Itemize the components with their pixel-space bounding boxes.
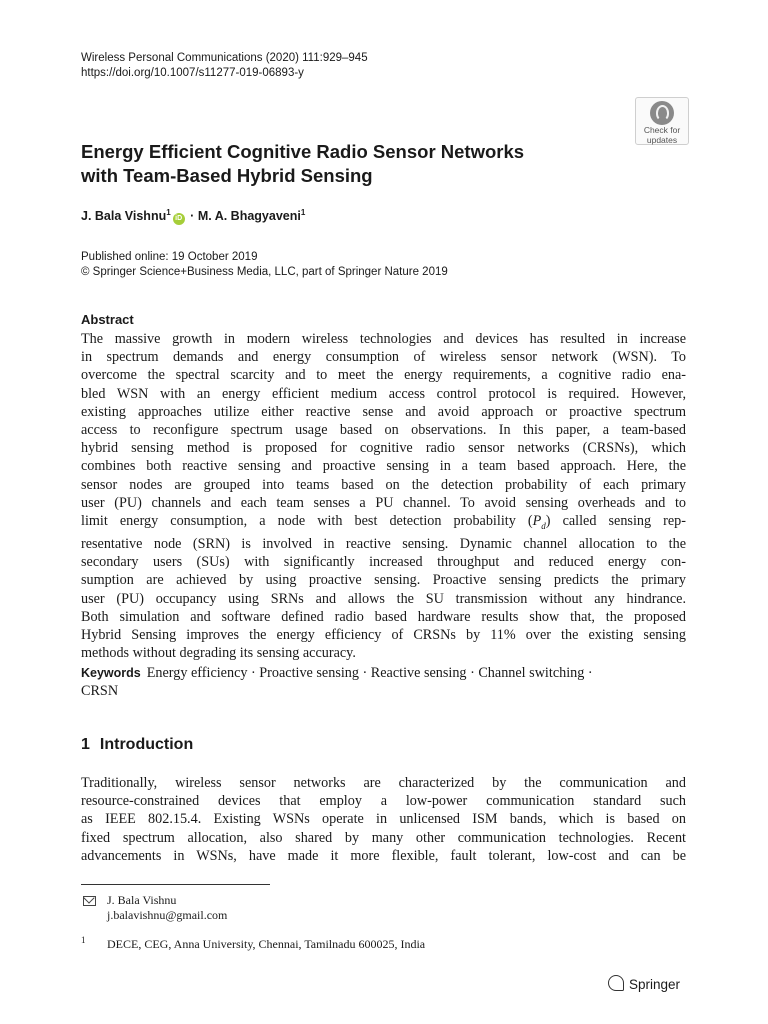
check-updates-icon	[650, 101, 674, 125]
author-email-link[interactable]: j.balavishnu@gmail.com	[107, 908, 228, 922]
check-for-updates-button[interactable]	[635, 97, 689, 145]
abstract-line: sumption are achieved by using proactive sensing. Proactive sensing predicts the primary	[81, 572, 686, 589]
body-line: resource-constrained devices that employ a low-power communication standard such	[81, 793, 686, 810]
title-line-2: with Team-Based Hybrid Sensing	[81, 165, 373, 186]
keywords-line: CRSN	[81, 683, 119, 700]
abstract-line: resentative node (SRN) is involved in reactive sensing. Dynamic channel allocation to the	[81, 536, 686, 553]
author-name[interactable]: M. A. Bhagyaveni	[197, 209, 301, 224]
abstract-line: user (PU) occupancy using SRNs and allows the SU transmission without any hindrance.	[81, 590, 686, 607]
body-line: advancements in WSNs, have made it more flexible, fault tolerant, low-cost and can be	[81, 847, 686, 864]
keywords-list: Energy efficiency · Proactive sensing · Reactive sensing · Channel switching ·	[146, 665, 593, 681]
section-heading	[81, 736, 193, 754]
abstract-text: limit energy consumption, a node with best detection probability (	[81, 513, 533, 530]
journal-citation	[81, 51, 368, 81]
springer-horse-icon	[608, 975, 624, 991]
section-number: 1	[81, 736, 90, 753]
abstract-line: combines both reactive sensing and proactive sensing in a team based approach. Here, the	[81, 458, 686, 475]
abstract-line: Hybrid Sensing improves the energy efficiency of CRSNs by 11% over the existing sensing	[81, 627, 686, 644]
author-name[interactable]: J. Bala Vishnu	[81, 209, 167, 224]
abstract-line: overcome the spectral scarcity and to meet the energy requirements, a cognitive radio ena-	[81, 367, 686, 384]
affiliation-text: DECE, CEG, Anna University, Chennai, Tamilnadu 600025, India	[107, 937, 426, 951]
abstract-line: The massive growth in modern wireless technologies and devices has resulted in increase	[81, 331, 686, 347]
published-date: Published online: 19 October 2019	[81, 251, 258, 263]
title-line-1: Energy Efficient Cognitive Radio Sensor Networks	[81, 141, 525, 162]
corresponding-author-name: J. Bala Vishnu	[107, 893, 177, 907]
abstract-line: secondary users (SUs) with significantly increased throughput and reduced energy con-	[81, 554, 686, 571]
abstract-line: user (PU) channels and each team senses a PU channel. To avoid sensing overheads and to	[81, 494, 686, 511]
footnote-divider	[81, 884, 270, 885]
body-line: Traditionally, wireless sensor networks are characterized by the communication and	[81, 775, 686, 791]
abstract-line: hybrid sensing method is proposed for cognitive radio sensor networks (CRSNs), which	[81, 440, 686, 457]
math-symbol: P	[532, 513, 542, 530]
abstract-heading: Abstract	[81, 312, 134, 327]
publisher-name: Springer	[629, 977, 681, 992]
copyright-notice: © Springer Science+Business Media, LLC, part of Springer Nature 2019	[81, 266, 448, 278]
orcid-icon[interactable]: iD	[173, 213, 185, 225]
body-line: fixed spectrum allocation, also shared by many other communication technologies. Recent	[81, 829, 686, 846]
check-updates-label-2: updates	[646, 134, 678, 145]
abstract-body	[81, 330, 686, 662]
body-line: as IEEE 802.15.4. Existing WSNs operate in unlicensed ISM bands, which is based on	[81, 811, 686, 828]
introduction-body	[81, 774, 686, 865]
abstract-line: methods without degrading its sensing accuracy.	[81, 645, 356, 662]
abstract-line: access to reconfigure spectrum usage based on observations. In this paper, a team-based	[81, 422, 686, 439]
envelope-icon	[83, 896, 96, 906]
abstract-line	[81, 512, 686, 535]
publisher-logo	[608, 975, 680, 992]
affiliation-mark: 1	[81, 935, 86, 945]
abstract-line: Both simulation and software defined radio based hardware results show that, the proposed	[81, 608, 686, 625]
check-updates-label-1: Check for	[643, 125, 681, 135]
math-variable	[533, 513, 546, 529]
abstract-line: in spectrum demands and energy consumption of wireless sensor network (WSN). To	[81, 349, 686, 366]
publication-info	[81, 250, 448, 280]
author-separator: ·	[190, 209, 195, 224]
author-affiliation-mark: 1	[300, 208, 306, 217]
abstract-line: sensor nodes are grouped into teams based on the detection probability of each primary	[81, 476, 686, 493]
journal-reference: Wireless Personal Communications (2020) 111:929–945	[81, 52, 368, 64]
abstract-line: existing approaches utilize either reactive sense and avoid approach or proactive spectrum	[81, 403, 686, 420]
doi-link[interactable]: https://doi.org/10.1007/s11277-019-06893-y	[81, 67, 304, 79]
keywords-section	[81, 664, 686, 700]
paper-title	[81, 140, 601, 188]
author-affiliation-mark: 1	[166, 208, 171, 217]
keywords-line	[81, 664, 686, 682]
abstract-text: ) called sensing rep-	[545, 513, 686, 530]
math-subscript: d	[541, 520, 546, 531]
author-list	[81, 208, 305, 225]
section-title: Introduction	[99, 736, 194, 753]
keywords-label: Keywords	[81, 666, 141, 680]
abstract-line: bled WSN with an energy efficient medium access control protocol is required. However,	[81, 385, 686, 402]
